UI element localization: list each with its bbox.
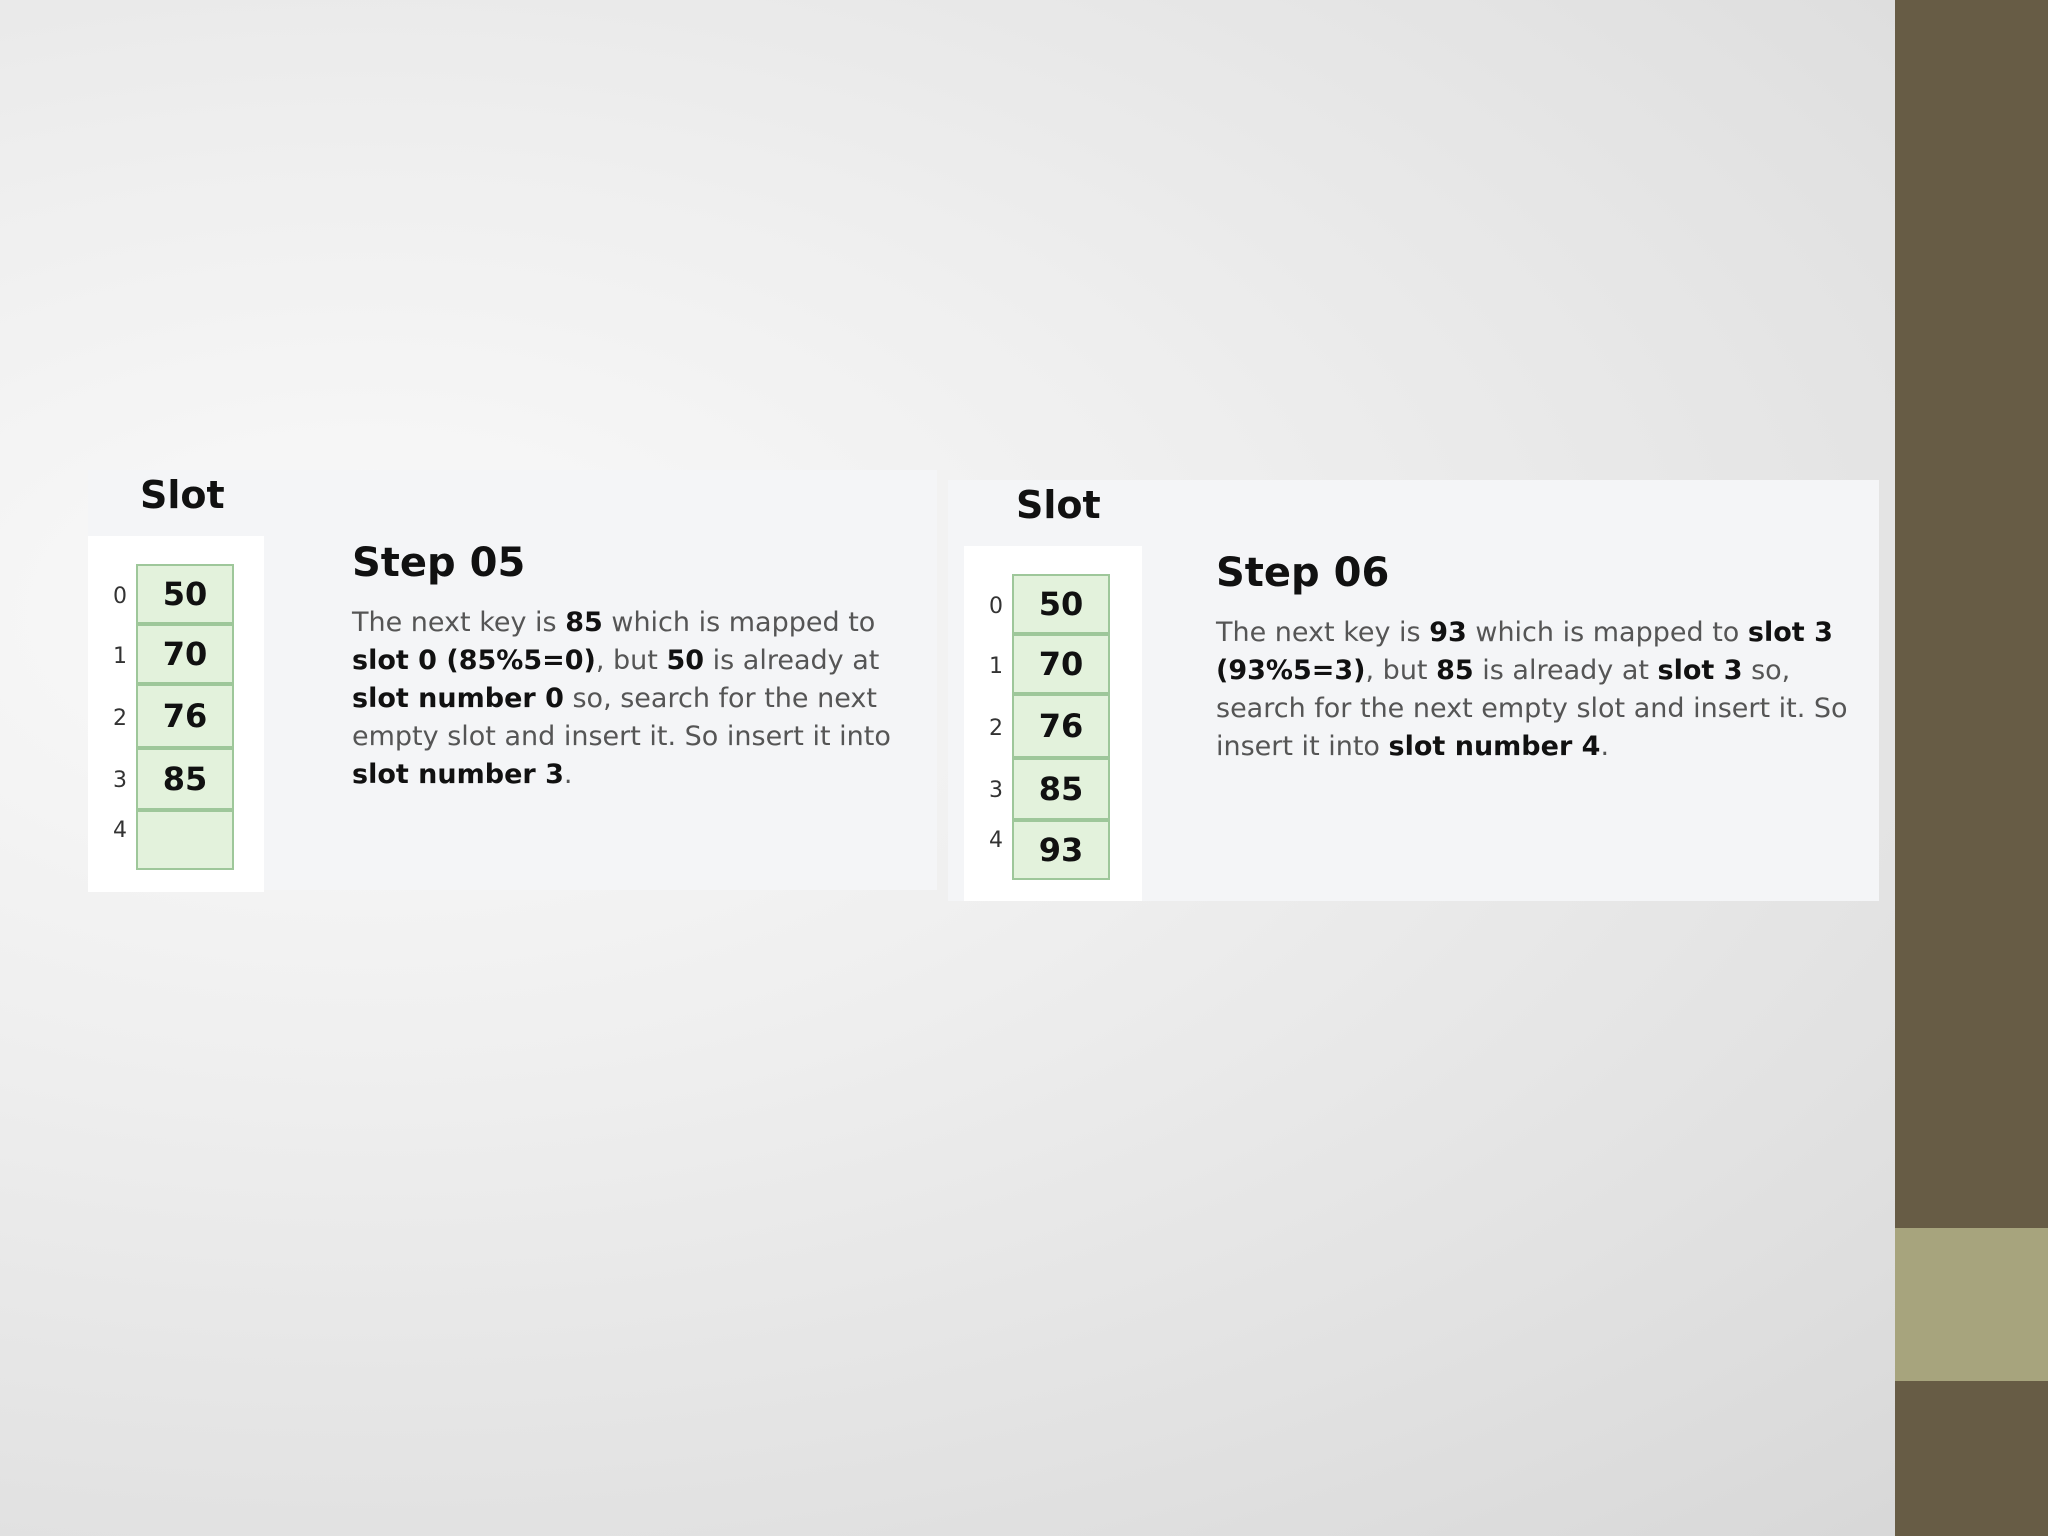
step06-panel xyxy=(948,480,1879,901)
slot-index: 3 xyxy=(113,768,127,793)
description-text: The next key is xyxy=(352,607,566,638)
description-text: . xyxy=(563,759,573,790)
step-description xyxy=(352,604,922,794)
slot-cell: 70 xyxy=(1012,634,1110,694)
description-emphasis: slot number 4 xyxy=(1388,731,1601,762)
slot-index: 1 xyxy=(989,654,1003,679)
slot-label: Slot xyxy=(140,473,225,517)
description-text: is already at xyxy=(704,645,880,676)
slot-cell: 76 xyxy=(136,684,234,748)
description-emphasis: slot 0 (85%5=0) xyxy=(352,645,596,676)
description-text: is already at xyxy=(1473,655,1658,686)
step-title: Step 05 xyxy=(352,540,526,586)
description-emphasis: 50 xyxy=(666,645,705,676)
slot-index: 1 xyxy=(113,644,127,669)
description-emphasis: slot 3 xyxy=(1657,655,1743,686)
slot-cell: 85 xyxy=(1012,758,1110,820)
description-text: , but xyxy=(595,645,667,676)
slot-cell: 70 xyxy=(136,624,234,684)
description-text: so, search for the next empty slot and insert it. So insert it into xyxy=(352,683,891,752)
step05-panel xyxy=(88,470,937,890)
description-emphasis: slot number 3 xyxy=(352,759,564,790)
side-accent xyxy=(1895,1228,2048,1381)
description-key: 85 xyxy=(565,607,603,638)
slot-index: 4 xyxy=(989,828,1003,853)
slot-cell: 76 xyxy=(1012,694,1110,758)
slot-index: 0 xyxy=(989,594,1003,619)
step-description xyxy=(1216,614,1861,766)
description-text: which is mapped to xyxy=(602,607,876,638)
slot-cell xyxy=(136,810,234,870)
slot-cell: 50 xyxy=(136,564,234,624)
slot-cell: 85 xyxy=(136,748,234,810)
step-title: Step 06 xyxy=(1216,550,1390,596)
description-text: . xyxy=(1600,731,1610,762)
slot-index: 2 xyxy=(113,706,127,731)
slot-index: 4 xyxy=(113,818,127,843)
description-emphasis: slot number 0 xyxy=(352,683,564,714)
slot-cell: 93 xyxy=(1012,820,1110,880)
slot-index: 3 xyxy=(989,778,1003,803)
description-key: 93 xyxy=(1429,617,1467,648)
description-text: , but xyxy=(1365,655,1437,686)
description-text: so, search for the next empty slot and insert it. So insert it into xyxy=(1216,655,1848,762)
hash-table xyxy=(964,546,1142,901)
description-text: The next key is xyxy=(1216,617,1430,648)
description-text: which is mapped to xyxy=(1466,617,1748,648)
slot-index: 2 xyxy=(989,716,1003,741)
description-emphasis: 85 xyxy=(1436,655,1474,686)
hash-table xyxy=(88,536,264,892)
description-emphasis: slot 3 (93%5=3) xyxy=(1216,617,1833,686)
slot-cell: 50 xyxy=(1012,574,1110,634)
slot-label: Slot xyxy=(1016,483,1101,527)
slot-index: 0 xyxy=(113,584,127,609)
